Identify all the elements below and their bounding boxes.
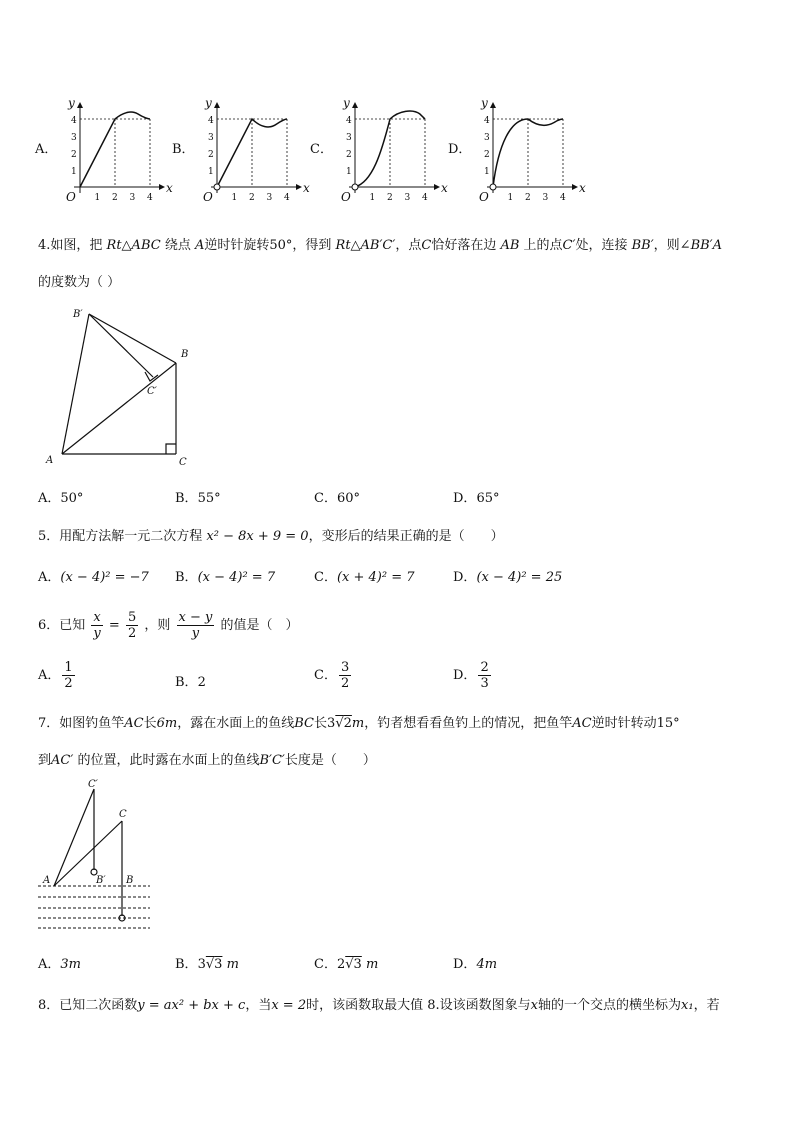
y-tick-label: 4 [71,116,77,126]
frac-xmy-over-y: $\frac{x - y}{y}$ [178,610,213,641]
edge-B'B [89,314,176,363]
y-axis-label: y [68,96,75,110]
q7-stem-line2: 到AC′ 的位置，此时露在水面上的鱼线B′C′长度是（ ） [38,753,376,768]
y-tick-label: 4 [208,116,214,126]
origin-label: O [479,190,489,204]
q6-option-a[interactable]: A． $\frac{1}{2}$ [38,660,73,691]
q7-option-a[interactable]: A．3m [38,957,81,972]
q5-option-d[interactable]: D．(x − 4)² = 25 [453,570,563,585]
rod-AC [54,821,122,886]
y-tick-label: 2 [346,150,352,160]
x-tick-label: 3 [266,193,273,203]
y-tick-label: 2 [71,150,77,160]
origin-label: O [341,190,351,204]
q7-option-d[interactable]: D．4m [453,957,498,972]
right-angle-C [166,444,176,454]
x-tick-label: 2 [112,193,118,203]
graph-option-label: C． [310,142,333,157]
graph-option-label: A． [35,142,58,157]
y-tick-label: 3 [484,133,490,143]
label-Cp: C′ [88,779,98,790]
label-C: C [119,809,127,820]
origin-point [214,184,220,190]
graph-options-svg [0,85,794,215]
q7-figure [30,775,165,935]
graph-option-d[interactable] [448,96,586,204]
x-axis-label: x [579,181,586,195]
rod-AC' [54,789,94,886]
graph-option-b[interactable] [172,96,310,204]
frac-5-over-2: $\frac{5}{2}$ [127,610,137,641]
x-tick-label: 1 [369,193,376,203]
x-axis-label: x [441,181,448,195]
frac-x-over-y: $\frac{x}{y}$ [93,610,101,641]
q6-stem: 6．已知 $\frac{x}{y}$ = $\frac{5}{2}$ ，则 $\frac{x - y}{y}$ 的值是（ ） [38,610,299,641]
q7-stem: 7．如图钓鱼竿AC长6m，露在水面上的鱼线BC长3√2m，钓者想看看鱼钓上的情况，把鱼竿AC逆时针转动15° [38,716,680,731]
y-tick-label: 4 [484,116,490,126]
x-axis-label: x [303,181,310,195]
edge-AB' [62,314,89,454]
x-tick-label: 3 [129,193,136,203]
x-tick-label: 4 [560,193,566,203]
y-axis-label: y [481,96,488,110]
q5-stem: 5．用配方法解一元二次方程 x² − 8x + 9 = 0，变形后的结果正确的是（ ） [38,529,504,544]
graph-options-row [0,85,794,215]
y-tick-label: 1 [346,167,352,177]
q4-option-c[interactable]: C．60° [314,491,360,506]
label-B: B [126,875,134,886]
y-tick-label: 1 [484,167,490,177]
q5-option-c[interactable]: C．(x + 4)² = 7 [314,570,415,585]
q5-option-b[interactable]: B．(x − 4)² = 7 [175,570,276,585]
q7-option-b[interactable]: B．3√3 m [175,957,239,972]
graph-option-a[interactable] [34,96,173,204]
q7-option-c[interactable]: C．2√3 m [314,957,379,972]
q4-option-a[interactable]: A．50° [38,491,84,506]
q6-option-d[interactable]: D． $\frac{2}{3}$ [453,660,489,691]
y-tick-label: 1 [71,167,77,177]
x-tick-label: 3 [404,193,411,203]
y-axis-label: y [205,96,212,110]
label-A: A [46,455,54,466]
label-B: B [181,349,189,360]
graph-option-label: D． [448,142,472,157]
edge-AB [62,363,176,454]
x-axis-label: x [166,181,173,195]
x-tick-label: 2 [525,193,531,203]
x-tick-label: 1 [94,193,101,203]
q4-option-b[interactable]: B．55° [175,491,221,506]
label-Cp: C′ [147,386,157,397]
edge-B'C' [89,314,153,377]
y-tick-label: 2 [484,150,490,160]
x-tick-label: 2 [249,193,255,203]
y-tick-label: 3 [71,133,77,143]
x-tick-label: 4 [284,193,290,203]
origin-point [352,184,358,190]
origin-label: O [203,190,213,204]
y-axis-label: y [343,96,350,110]
y-tick-label: 3 [208,133,214,143]
q5-option-a[interactable]: A．(x − 4)² = −7 [38,570,149,585]
q4-stem: 4.如图，把 Rt△ABC 绕点 A逆时针旋转50°，得到 Rt△AB′C′，点C恰好落在边 AB 上的点C′处，连接 BB′，则∠BB′A [38,238,723,253]
q6-option-b[interactable]: B．2 [175,675,206,690]
label-C: C [179,457,187,468]
x-tick-label: 1 [507,193,514,203]
graph-option-c[interactable] [310,96,448,204]
graph-option-label: B． [172,142,195,157]
origin-label: O [66,190,76,204]
q4-option-d[interactable]: D．65° [453,491,500,506]
x-tick-label: 3 [542,193,549,203]
origin-point [490,184,496,190]
label-A: A [43,875,51,886]
q4-stem-line2: 的度数为（ ） [38,275,121,290]
x-tick-label: 4 [147,193,153,203]
x-tick-label: 1 [231,193,238,203]
label-Bp: B′ [96,875,106,886]
q4-figure [40,300,210,475]
y-tick-label: 4 [346,116,352,126]
label-Bp: B′ [73,309,83,320]
y-tick-label: 2 [208,150,214,160]
q6-option-c[interactable]: C． $\frac{3}{2}$ [314,660,350,691]
q8-stem: 8．已知二次函数y = ax² + bx + c，当x = 2时，该函数取最大值 8.设该函数图象与x轴的一个交点的横坐标为x₁，若 [38,998,720,1013]
x-tick-label: 2 [387,193,393,203]
x-tick-label: 4 [422,193,428,203]
y-tick-label: 3 [346,133,352,143]
y-tick-label: 1 [208,167,214,177]
